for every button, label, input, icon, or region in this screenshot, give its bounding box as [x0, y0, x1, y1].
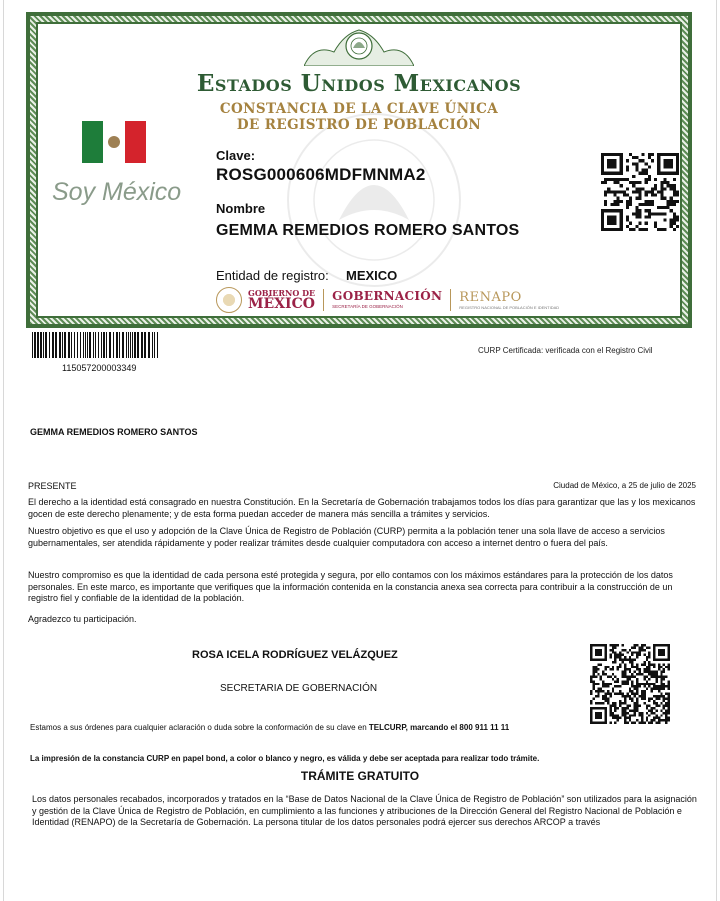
entidad-label: Entidad de registro:: [216, 268, 329, 283]
page-left-edge: [3, 0, 4, 901]
gobernacion-logo: GOBERNACIÓN SECRETARÍA DE GOBERNACIÓN: [332, 289, 443, 310]
gobierno-seal-icon: [216, 287, 242, 313]
letter-addressee: GEMMA REMEDIOS ROMERO SANTOS: [30, 427, 198, 437]
mexico-flag-icon: [82, 121, 146, 163]
eagle-watermark: [284, 110, 464, 290]
soy-mexico-slogan: Soy México: [52, 178, 182, 206]
letter-paragraph-3: Nuestro compromiso es que la identidad de cada persona esté protegida y segura, por ello contamos con los máximos estándares para la protección de los datos personales. En este marco, es importante que verifiques que la información contenida en la constancia anexa sea correcta para contribuir a la construcción de un registro fiel y confiable de la identidad de la población.: [28, 570, 673, 603]
renapo-logo: RENAPO REGISTRO NACIONAL DE POBLACIÓN E IDENTIDAD: [459, 289, 560, 310]
curp-value: ROSG000606MDFMNMA2: [216, 165, 426, 184]
barcode-icon: [32, 332, 168, 358]
signature-qr-code-icon: [590, 644, 670, 724]
entidad-value: MEXICO: [346, 268, 398, 283]
country-title: Estados Unidos Mexicanos: [196, 70, 522, 97]
full-name-value: GEMMA REMEDIOS ROMERO SANTOS: [216, 222, 520, 239]
curp-qr-code-icon: [600, 153, 680, 231]
guilloche-border: [30, 16, 688, 324]
privacy-notice: Los datos personales recabados, incorporados y tratados en la “Base de Datos Nacional de la Clave Única de Registro de Población” son utilizados para la asignación y gestión de la Clave Única de Registro de Población, en cumplimiento a las funciones y atribuciones de la Dirección General del Registro Nacional de Población e Identidad (RENAPO) de la Secretaría de Gobernación. La persona titular de los datos personales podrá ejercer sus derechos ARCOP a través: [32, 794, 697, 827]
signer-role: SECRETARIA DE GOBERNACIÓN: [220, 683, 378, 694]
letter-paragraph-1: El derecho a la identidad está consagrado en nuestra Constitución. En la Secretaría de Gobernación trabajamos todos los días para garantizar que las y los mexicanos gocen de este derecho plenamente; y de esta forma puedan acceder de manera más sencilla a trámites y servicios.: [28, 497, 696, 519]
letter-paragraph-2: Nuestro objetivo es que el uso y adopción de la Clave Única de Registro de Población (CURP) permita a la población tener una sola llave de acceso a servicios gubernamentales, ser atendida rápidamente y poder realizar trámites desde cualquier computadora con acceso a internet dentro o fuera del país.: [28, 526, 665, 548]
government-logos: [216, 286, 559, 314]
gobierno-de-mexico-logo: GOBIERNO DE MÉXICO: [248, 288, 316, 312]
certificate-subtitle-line1: CONSTANCIA DE LA CLAVE ÚNICA: [219, 101, 499, 117]
curp-certificate-frame: [26, 12, 692, 328]
page-right-edge: [716, 0, 717, 901]
letter-paragraph-4: Agradezco tu participación.: [28, 614, 137, 624]
letter-date: Ciudad de México, a 25 de julio de 2025: [553, 481, 696, 490]
print-validity-note: La impresión de la constancia CURP en papel bond, a color o blanco y negro, es válida y debe ser aceptada para realizar todo trámite.: [30, 754, 540, 763]
clave-label: Clave:: [216, 148, 256, 163]
letter-greeting: PRESENTE: [28, 481, 77, 491]
contact-note: Estamos a sus órdenes para cualquier aclaración o duda sobre la conformación de su clave en TELCURP, marcando el 800 911 11 11: [30, 723, 510, 732]
telcurp-phone: TELCURP, marcando el 800 911 11 11: [368, 723, 510, 732]
nombre-label: Nombre: [216, 201, 266, 216]
tramite-gratuito-heading: TRÁMITE GRATUITO: [300, 769, 420, 783]
barcode-number: 115057200003349: [62, 363, 137, 373]
signer-name: ROSA ICELA RODRÍGUEZ VELÁZQUEZ: [192, 649, 398, 661]
certificate-subtitle-line2: DE REGISTRO DE POBLACIÓN: [236, 117, 482, 133]
certificate-body: [38, 24, 680, 316]
top-crest-ornament: [304, 24, 414, 66]
curp-certification-status: CURP Certificada: verificada con el Registro Civil: [478, 346, 653, 355]
